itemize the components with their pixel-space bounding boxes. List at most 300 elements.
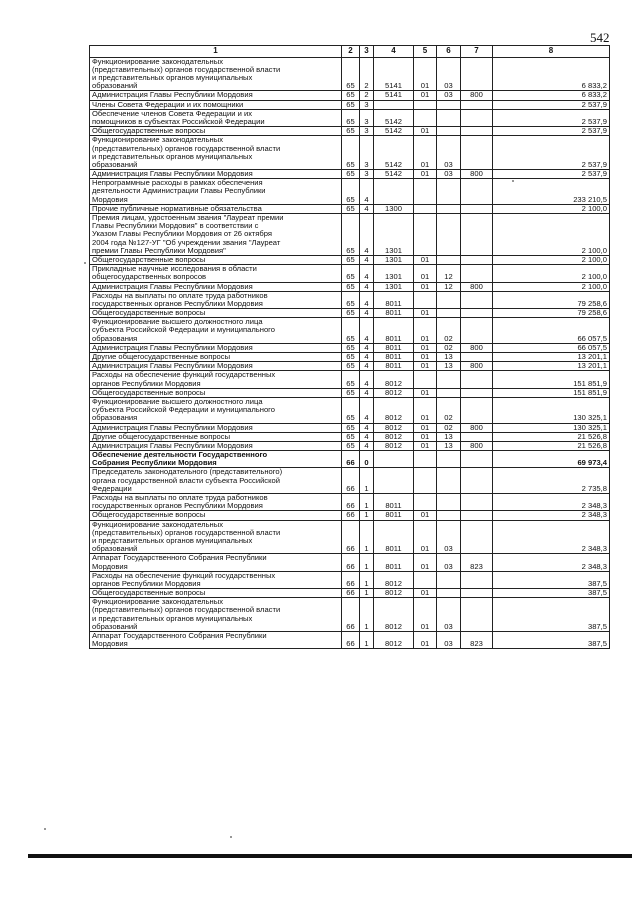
row-name: Другие общегосударственные вопросы [90,432,342,441]
row-code: 5142 [374,127,414,136]
row-expense-type [461,598,493,632]
row-name: Функционирование высшего должностного лица субъекта Российской Федерации и муниципального образования [90,397,342,423]
row-subdivision [437,204,461,213]
row-division [414,451,437,468]
row-name: Непрограммные расходы в рамках обеспечения деятельности Администрации Главы Республики Мордовия [90,179,342,205]
row-section: 65 [342,255,360,264]
row-code: 8012 [374,598,414,632]
row-section: 65 [342,170,360,179]
row-section: 65 [342,127,360,136]
row-subdivision [437,100,461,109]
row-division: 01 [414,91,437,100]
row-division [414,204,437,213]
row-expense-type [461,589,493,598]
row-subsection: 4 [360,179,374,205]
row-section: 65 [342,423,360,432]
row-expense-type [461,388,493,397]
row-division: 01 [414,432,437,441]
row-amount: 6 833,2 [493,57,610,91]
row-section: 65 [342,353,360,362]
row-section: 66 [342,571,360,588]
row-subdivision [437,371,461,388]
row-subsection: 1 [360,632,374,649]
row-name: Другие общегосударственные вопросы [90,353,342,362]
table-row [90,204,610,213]
row-section: 66 [342,520,360,554]
scan-speck [44,828,46,830]
table-row [90,388,610,397]
row-section: 66 [342,589,360,598]
row-expense-type [461,520,493,554]
row-expense-type [461,265,493,282]
row-subsection: 3 [360,170,374,179]
row-subsection: 1 [360,468,374,494]
row-amount: 130 325,1 [493,423,610,432]
row-code: 8012 [374,371,414,388]
table-row [90,100,610,109]
row-name: Администрация Главы Республики Мордовия [90,343,342,352]
row-code: 8011 [374,520,414,554]
row-subdivision: 13 [437,432,461,441]
row-division: 01 [414,255,437,264]
row-expense-type: 800 [461,441,493,450]
row-amount: 21 526,8 [493,441,610,450]
row-amount: 2 537,9 [493,100,610,109]
table-row [90,468,610,494]
column-header: 5 [414,46,437,58]
row-section: 65 [342,432,360,441]
budget-table [89,45,610,649]
row-division [414,571,437,588]
row-division [414,179,437,205]
row-subsection: 1 [360,589,374,598]
table-row [90,282,610,291]
row-subsection: 4 [360,371,374,388]
row-section: 66 [342,494,360,511]
row-division [414,468,437,494]
table-row [90,432,610,441]
row-subdivision: 13 [437,353,461,362]
column-header: 4 [374,46,414,58]
row-expense-type [461,127,493,136]
table-row [90,598,610,632]
row-expense-type [461,494,493,511]
table-row [90,589,610,598]
row-name: Администрация Главы Республики Мордовия [90,170,342,179]
row-division: 01 [414,57,437,91]
row-code: 1301 [374,214,414,256]
scan-speck [512,180,514,182]
row-expense-type: 800 [461,362,493,371]
row-subdivision [437,589,461,598]
row-amount: 2 537,9 [493,109,610,126]
row-code [374,100,414,109]
row-subsection: 4 [360,255,374,264]
row-amount: 2 348,3 [493,554,610,571]
row-section: 65 [342,91,360,100]
row-code: 1300 [374,204,414,213]
row-code: 5142 [374,136,414,170]
row-amount: 2 100,0 [493,214,610,256]
row-subdivision: 02 [437,397,461,423]
row-subdivision: 03 [437,554,461,571]
row-code: 5141 [374,57,414,91]
row-section: 65 [342,282,360,291]
row-name: Общегосударственные вопросы [90,511,342,520]
row-subdivision [437,309,461,318]
row-expense-type: 800 [461,282,493,291]
row-subdivision: 03 [437,170,461,179]
row-division: 01 [414,127,437,136]
row-expense-type [461,397,493,423]
table-row [90,318,610,344]
row-subsection: 4 [360,423,374,432]
row-section: 65 [342,397,360,423]
row-subsection: 4 [360,309,374,318]
row-expense-type [461,255,493,264]
row-division [414,100,437,109]
table-row [90,494,610,511]
table-row [90,214,610,256]
row-code: 8011 [374,343,414,352]
row-section: 66 [342,554,360,571]
row-name: Общегосударственные вопросы [90,255,342,264]
row-subdivision: 03 [437,57,461,91]
row-code [374,468,414,494]
row-division [414,371,437,388]
row-name: Расходы на выплаты по оплате труда работников государственных органов Республики Мордовия [90,494,342,511]
row-section: 65 [342,265,360,282]
row-subsection: 1 [360,598,374,632]
row-expense-type [461,214,493,256]
row-amount: 66 057,5 [493,318,610,344]
column-header: 8 [493,46,610,58]
row-code: 8012 [374,397,414,423]
row-code: 8012 [374,632,414,649]
table-row [90,170,610,179]
row-name: Расходы на обеспечение функций государственных органов Республики Мордовия [90,371,342,388]
row-division: 01 [414,353,437,362]
row-subdivision [437,127,461,136]
row-division: 01 [414,318,437,344]
row-code: 5142 [374,170,414,179]
row-expense-type [461,57,493,91]
row-subsection: 4 [360,265,374,282]
row-section: 66 [342,451,360,468]
row-name: Администрация Главы Республики Мордовия [90,282,342,291]
row-subsection: 1 [360,511,374,520]
table-row [90,423,610,432]
row-subsection: 4 [360,214,374,256]
row-section: 65 [342,388,360,397]
row-name: Премия лицам, удостоенным звания "Лауреат премии Главы Республики Мордовия" в соответствии с Указом Главы Республики Мордовия от 26 октября 2004 года №127-УГ "Об учреждении звания "Лауреат премии Главы Республики Мордовия" [90,214,342,256]
table-row [90,91,610,100]
row-section: 65 [342,343,360,352]
row-division: 01 [414,441,437,450]
row-code: 8011 [374,362,414,371]
row-name: Администрация Главы Республики Мордовия [90,441,342,450]
row-subdivision: 03 [437,598,461,632]
row-section: 65 [342,57,360,91]
row-expense-type: 800 [461,423,493,432]
row-subdivision: 12 [437,265,461,282]
row-code: 8011 [374,291,414,308]
table-body [90,57,610,649]
row-section: 66 [342,468,360,494]
page-number: 542 [590,30,610,45]
row-amount: 21 526,8 [493,432,610,441]
row-code: 8011 [374,309,414,318]
table-row [90,309,610,318]
row-amount: 2 100,0 [493,282,610,291]
row-name: Прочие публичные нормативные обязательства [90,204,342,213]
row-amount: 2 348,3 [493,520,610,554]
row-subsection: 3 [360,127,374,136]
row-amount: 2 100,0 [493,255,610,264]
row-expense-type: 800 [461,343,493,352]
row-expense-type [461,451,493,468]
row-amount: 2 100,0 [493,265,610,282]
row-subdivision [437,468,461,494]
row-code [374,451,414,468]
row-subdivision [437,388,461,397]
row-subsection: 4 [360,388,374,397]
table-row [90,362,610,371]
row-amount: 2 100,0 [493,204,610,213]
row-division [414,291,437,308]
row-expense-type [461,432,493,441]
row-expense-type [461,468,493,494]
row-amount: 233 210,5 [493,179,610,205]
budget-table-container [89,45,609,649]
row-name: Обеспечение деятельности Государственного Собрания Республики Мордовия [90,451,342,468]
row-subsection: 4 [360,353,374,362]
row-section: 65 [342,318,360,344]
row-division: 01 [414,309,437,318]
row-expense-type [461,309,493,318]
row-name: Аппарат Государственного Собрания Республики Мордовия [90,632,342,649]
row-code: 8011 [374,494,414,511]
row-expense-type [461,204,493,213]
row-amount: 2 348,3 [493,494,610,511]
table-row [90,632,610,649]
row-division: 01 [414,170,437,179]
row-division: 01 [414,632,437,649]
row-subsection: 1 [360,494,374,511]
row-subsection: 3 [360,136,374,170]
row-expense-type [461,371,493,388]
row-amount: 66 057,5 [493,343,610,352]
row-name: Функционирование законодательных (представительных) органов государственной власти и представительных органов муниципальных образований [90,136,342,170]
row-amount: 13 201,1 [493,353,610,362]
row-subdivision: 03 [437,91,461,100]
row-name: Аппарат Государственного Собрания Республики Мордовия [90,554,342,571]
row-amount: 6 833,2 [493,91,610,100]
row-name: Функционирование высшего должностного лица субъекта Российской Федерации и муниципального образования [90,318,342,344]
row-expense-type [461,353,493,362]
row-subsection: 4 [360,318,374,344]
row-expense-type [461,179,493,205]
row-section: 65 [342,441,360,450]
row-expense-type [461,571,493,588]
table-row [90,441,610,450]
row-amount: 2 348,3 [493,511,610,520]
row-section: 65 [342,291,360,308]
row-division: 01 [414,589,437,598]
row-section: 65 [342,179,360,205]
table-row [90,371,610,388]
row-section: 65 [342,371,360,388]
row-subsection: 2 [360,91,374,100]
table-row [90,520,610,554]
column-header: 3 [360,46,374,58]
row-division: 01 [414,343,437,352]
row-division [414,109,437,126]
row-code: 5141 [374,91,414,100]
row-amount: 387,5 [493,589,610,598]
row-name: Общегосударственные вопросы [90,589,342,598]
row-subdivision [437,109,461,126]
table-row [90,57,610,91]
row-division: 01 [414,423,437,432]
row-code: 8012 [374,441,414,450]
row-amount: 387,5 [493,571,610,588]
row-amount: 387,5 [493,598,610,632]
row-division: 01 [414,136,437,170]
row-subdivision: 03 [437,520,461,554]
row-division: 01 [414,554,437,571]
row-section: 66 [342,511,360,520]
row-code: 8012 [374,432,414,441]
row-amount: 79 258,6 [493,291,610,308]
row-expense-type [461,291,493,308]
row-subsection: 0 [360,451,374,468]
row-subsection: 1 [360,520,374,554]
table-row [90,571,610,588]
row-expense-type [461,109,493,126]
row-name: Расходы на обеспечение функций государственных органов Республики Мордовия [90,571,342,588]
row-section: 65 [342,214,360,256]
row-code: 8011 [374,554,414,571]
row-code: 8012 [374,388,414,397]
row-subdivision [437,291,461,308]
row-subsection: 4 [360,291,374,308]
row-amount: 69 973,4 [493,451,610,468]
table-row [90,136,610,170]
row-section: 65 [342,309,360,318]
row-expense-type: 823 [461,554,493,571]
row-division [414,494,437,511]
table-row [90,353,610,362]
row-division: 01 [414,265,437,282]
row-expense-type [461,100,493,109]
row-name: Функционирование законодательных (представительных) органов государственной власти и представительных органов муниципальных образований [90,598,342,632]
row-subsection: 2 [360,57,374,91]
table-row [90,265,610,282]
row-code: 8012 [374,589,414,598]
row-subdivision [437,451,461,468]
row-name: Администрация Главы Республики Мордовия [90,91,342,100]
row-amount: 151 851,9 [493,388,610,397]
row-subsection: 4 [360,397,374,423]
row-name: Обеспечение членов Совета Федерации и их помощников в субъектах Российской Федерации [90,109,342,126]
row-code [374,179,414,205]
row-subdivision [437,255,461,264]
table-row [90,109,610,126]
row-code: 1301 [374,282,414,291]
row-code: 8011 [374,318,414,344]
row-division: 01 [414,282,437,291]
row-expense-type [461,318,493,344]
row-subsection: 4 [360,204,374,213]
column-header: 2 [342,46,360,58]
row-division: 01 [414,598,437,632]
row-division: 01 [414,520,437,554]
row-amount: 79 258,6 [493,309,610,318]
row-division [414,214,437,256]
row-subsection: 3 [360,100,374,109]
row-subdivision: 02 [437,318,461,344]
row-section: 65 [342,136,360,170]
row-amount: 2 735,8 [493,468,610,494]
row-subdivision: 03 [437,632,461,649]
row-subsection: 3 [360,109,374,126]
row-subsection: 4 [360,432,374,441]
row-code: 1301 [374,255,414,264]
row-section: 65 [342,100,360,109]
row-expense-type: 823 [461,632,493,649]
row-subdivision: 02 [437,343,461,352]
row-amount: 130 325,1 [493,397,610,423]
row-division: 01 [414,362,437,371]
column-header: 6 [437,46,461,58]
row-expense-type: 800 [461,91,493,100]
row-division: 01 [414,511,437,520]
row-subdivision: 02 [437,423,461,432]
row-section: 65 [342,109,360,126]
row-name: Общегосударственные вопросы [90,388,342,397]
scan-speck [230,836,232,838]
row-section: 65 [342,204,360,213]
row-division: 01 [414,388,437,397]
row-code: 8012 [374,423,414,432]
row-code: 8011 [374,511,414,520]
column-header: 1 [90,46,342,58]
row-subsection: 4 [360,282,374,291]
row-expense-type [461,136,493,170]
table-row [90,127,610,136]
table-row [90,179,610,205]
table-row [90,554,610,571]
row-section: 66 [342,598,360,632]
row-subdivision [437,511,461,520]
table-row [90,291,610,308]
scan-speck [84,262,86,264]
page-bottom-rule [28,854,632,858]
row-subdivision: 03 [437,136,461,170]
table-header-row [90,46,610,58]
row-subsection: 4 [360,362,374,371]
row-name: Общегосударственные вопросы [90,309,342,318]
row-name: Расходы на выплаты по оплате труда работников государственных органов Республики Мордовия [90,291,342,308]
row-section: 66 [342,632,360,649]
table-row [90,397,610,423]
row-subdivision: 12 [437,282,461,291]
row-code: 1301 [374,265,414,282]
row-subdivision [437,494,461,511]
row-amount: 2 537,9 [493,170,610,179]
row-name: Председатель законодательного (представительного) органа государственной власти субъекта Российской Федерации [90,468,342,494]
